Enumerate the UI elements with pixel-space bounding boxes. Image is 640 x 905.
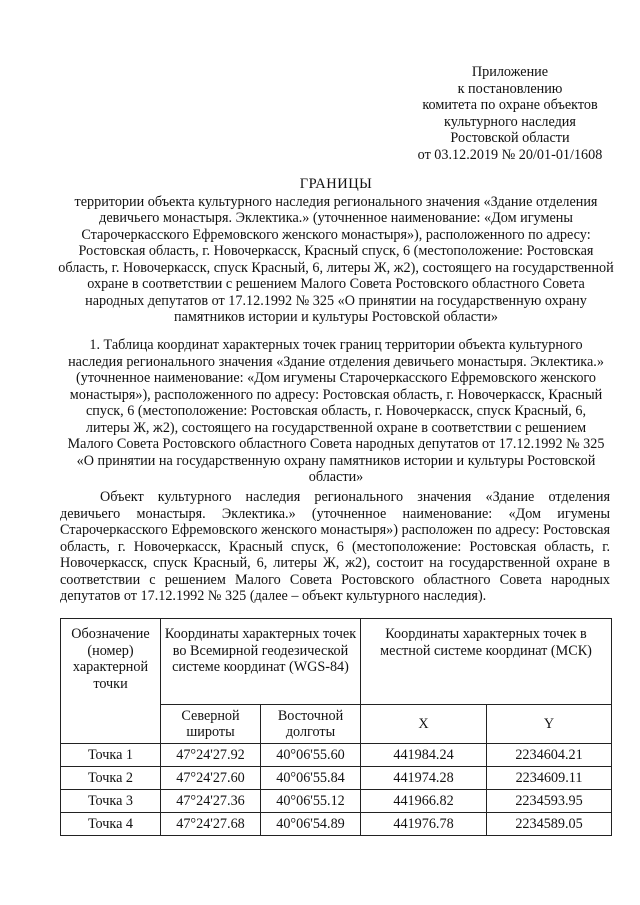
header-x: X: [361, 705, 487, 744]
cell-x: 441966.82: [361, 790, 487, 813]
cell-y: 2234604.21: [487, 744, 612, 767]
header-east: Восточной долготы: [261, 705, 361, 744]
cell-x: 441976.78: [361, 813, 487, 836]
cell-point: Точка 4: [61, 813, 161, 836]
appendix-line: комитета по охране объектов: [422, 97, 598, 113]
header-y: Y: [487, 705, 612, 744]
header-designation: Обозначение (номер) характерной точки: [61, 619, 161, 744]
header-wgs84: Координаты характерных точек во Всемирной геодезической системе координат (WGS-84): [161, 619, 361, 705]
cell-y: 2234593.95: [487, 790, 612, 813]
table-row: [61, 767, 612, 790]
header-north: Северной широты: [161, 705, 261, 744]
appendix-block: [380, 64, 640, 163]
cell-lat: 47°24'27.68: [161, 813, 261, 836]
table-row: [61, 790, 612, 813]
header-msk: Координаты характерных точек в местной системе координат (МСК): [361, 619, 612, 705]
cell-lat: 47°24'27.92: [161, 744, 261, 767]
appendix-line: к постановлению: [457, 80, 563, 97]
title-block: [56, 176, 616, 326]
document-heading: ГРАНИЦЫ: [299, 176, 373, 192]
cell-y: 2234589.05: [487, 813, 612, 836]
document-description: территории объекта культурного наследия регионального значения «Здание отделения девичьего монастыря. Эклектика.» (уточненное наименование: «Дом игумены Старочеркасского Ефремовского женского монастыря»), расположенного по адресу: Ростовская область, г. Новочеркасск, Красный спуск, 6 (местоположение: Ростовская область, г. Новочеркасск, спуск Красный, 6, литеры Ж, ж2), состоящего на государственной охране в соответствии с решением Малого Совета Ростовского областного Совета народных депутатов от 17.12.1992 № 325 «О принятии на государственную охрану памятников истории и культуры Ростовской области»: [58, 193, 614, 325]
appendix-line: от 03.12.2019 № 20/01-01/1608: [417, 146, 603, 163]
appendix-line: Приложение: [471, 64, 549, 80]
cell-lon: 40°06'54.89: [261, 813, 361, 836]
cell-point: Точка 3: [61, 790, 161, 813]
appendix-line: Ростовской области: [450, 130, 570, 146]
section-heading: 1. Таблица координат характерных точек границ территории объекта культурного наследия регионального значения «Здание отделения девичьего монастыря. Эклектика.» (уточненное наименование: «Дом игумены Старочеркасского Ефремовского женского монастыря»), расположенного по адресу: Ростовская область, г. Новочеркасск, Красный спуск, 6 (местоположение: Ростовская область, г. Новочеркасск, спуск Красный, 6, литеры Ж, ж2), состоящего на государственной охране в соответствии с решением Малого Совета Ростовского областного Совета народных депутатов от 17.12.1992 № 325 «О принятии на государственную охрану памятников истории и культуры Ростовской области»: [67, 337, 605, 485]
appendix-line: культурного наследия: [444, 113, 576, 130]
cell-lon: 40°06'55.84: [261, 767, 361, 790]
coordinates-table-wrap: [60, 618, 611, 836]
cell-y: 2234609.11: [487, 767, 612, 790]
cell-lon: 40°06'55.12: [261, 790, 361, 813]
cell-x: 441974.28: [361, 767, 487, 790]
object-paragraph: Объект культурного наследия регионального значения «Здание отделения девичьего монастыря. Эклектика.» (уточненное наименование: «Дом игумены Старочеркасского Ефремовского женского монастыря») расположен по адресу: Ростовская область, г. Новочеркасск, Красный спуск, 6 (местоположение: Ростовская область, г. Новочеркасск, спуск Красный, 6, литеры Ж, ж2), состоит на государственной охране в соответствии с решением Малого Совета Ростовского областного Совета народных депутатов от 17.12.1992 № 325 (далее – объект культурного наследия).: [60, 489, 610, 604]
coordinates-table: [60, 618, 612, 836]
cell-lon: 40°06'55.60: [261, 744, 361, 767]
cell-lat: 47°24'27.36: [161, 790, 261, 813]
cell-x: 441984.24: [361, 744, 487, 767]
table-row: [61, 744, 612, 767]
cell-point: Точка 2: [61, 767, 161, 790]
table-row: [61, 813, 612, 836]
cell-point: Точка 1: [61, 744, 161, 767]
cell-lat: 47°24'27.60: [161, 767, 261, 790]
